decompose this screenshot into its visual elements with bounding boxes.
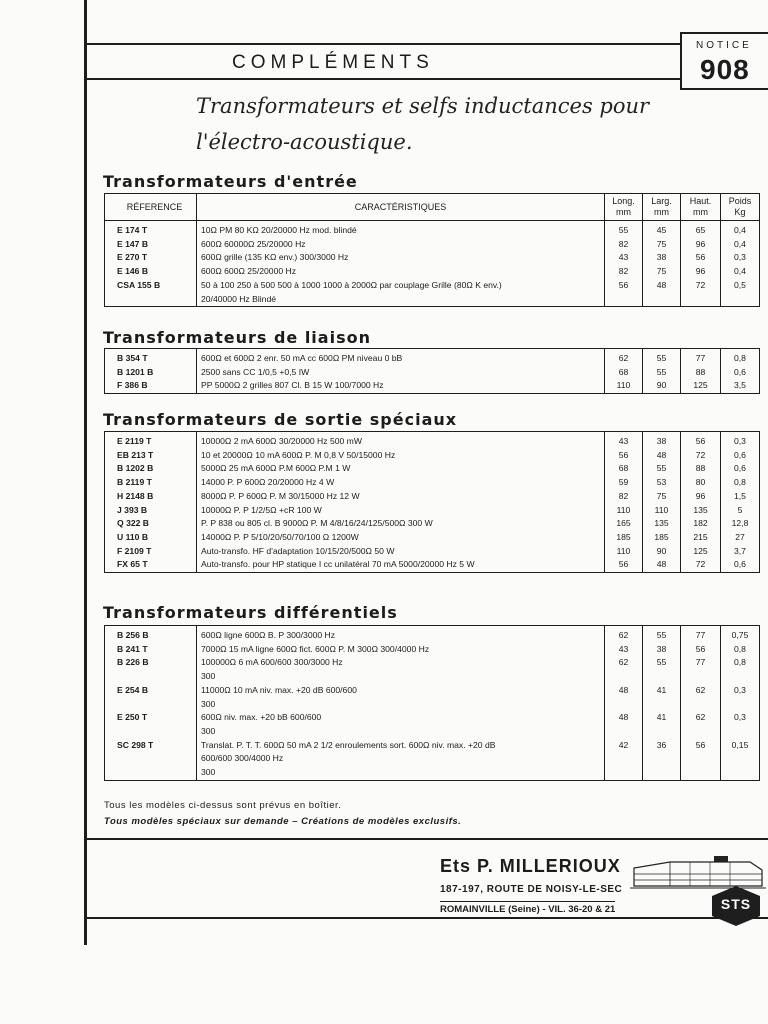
cell-caracteristiques: 5000Ω 25 mA 600Ω P.M 600Ω P.M 1 W <box>197 462 605 476</box>
cell-reference: B 1201 B <box>105 366 197 380</box>
table-entree <box>104 193 760 307</box>
cell-poids: 0,3 <box>721 251 760 265</box>
cell-long: 110 <box>605 545 643 559</box>
table-row <box>105 656 760 683</box>
table-row <box>105 238 760 252</box>
table-row <box>105 366 760 380</box>
cell-long: 68 <box>605 366 643 380</box>
page-title: COMPLÉMENTS <box>232 52 434 73</box>
cell-reference: E 146 B <box>105 265 197 279</box>
cell-larg: 38 <box>643 251 681 265</box>
table-liaison <box>104 348 760 394</box>
cell-long: 43 <box>605 643 643 657</box>
cell-haut: 56 <box>681 251 721 265</box>
table-row <box>105 476 760 490</box>
cell-poids: 0,15 <box>721 739 760 781</box>
cell-larg: 185 <box>643 531 681 545</box>
cell-long: 48 <box>605 711 643 738</box>
cell-long: 110 <box>605 504 643 518</box>
table-row <box>105 711 760 738</box>
table-row <box>105 517 760 531</box>
cell-reference: FX 65 T <box>105 558 197 572</box>
section-title-liaison: Transformateurs de liaison <box>103 328 371 347</box>
cell-long: 62 <box>605 349 643 366</box>
cell-larg: 55 <box>643 462 681 476</box>
cell-reference: J 393 B <box>105 504 197 518</box>
cell-poids: 0,3 <box>721 432 760 449</box>
cell-caracteristiques: 10000Ω P. P 1/2/5Ω +cR 100 W <box>197 504 605 518</box>
cell-larg: 110 <box>643 504 681 518</box>
cell-poids: 0,6 <box>721 462 760 476</box>
cell-larg: 55 <box>643 349 681 366</box>
table-row <box>105 379 760 393</box>
cell-reference: B 241 T <box>105 643 197 657</box>
table-row <box>105 545 760 559</box>
cell-caracteristiques: 2500 sans CC 1/0,5 +0,5 IW <box>197 366 605 380</box>
script-title-line2: l'électro-acoustique. <box>196 130 413 154</box>
cell-haut: 77 <box>681 626 721 643</box>
cell-caracteristiques: 11000Ω 10 mA niv. max. +20 dB 600/600 300 <box>197 684 605 711</box>
cell-long: 56 <box>605 558 643 572</box>
table-row <box>105 558 760 572</box>
cell-long: 48 <box>605 684 643 711</box>
table-row <box>105 490 760 504</box>
cell-poids: 0,3 <box>721 711 760 738</box>
cell-reference: B 256 B <box>105 626 197 643</box>
cell-long: 43 <box>605 432 643 449</box>
cell-reference: E 2119 T <box>105 432 197 449</box>
script-title-line1: Transformateurs et selfs inductances pour <box>196 94 650 118</box>
cell-poids: 0,4 <box>721 221 760 238</box>
cell-caracteristiques: Translat. P. T. T. 600Ω 50 mA 2 1/2 enroulements sort. 600Ω niv. max. +20 dB 600/600 300/4000 Hz 300 <box>197 739 605 781</box>
cell-haut: 135 <box>681 504 721 518</box>
cell-larg: 41 <box>643 711 681 738</box>
cell-caracteristiques: 10Ω PM 80 KΩ 20/20000 Hz mod. blindé <box>197 221 605 238</box>
cell-poids: 0,4 <box>721 265 760 279</box>
cell-larg: 55 <box>643 366 681 380</box>
cell-larg: 48 <box>643 279 681 307</box>
cell-long: 42 <box>605 739 643 781</box>
cell-haut: 80 <box>681 476 721 490</box>
table-row <box>105 462 760 476</box>
cell-poids: 27 <box>721 531 760 545</box>
cell-larg: 75 <box>643 265 681 279</box>
cell-larg: 38 <box>643 643 681 657</box>
cell-haut: 77 <box>681 349 721 366</box>
cell-poids: 0,6 <box>721 558 760 572</box>
notice-box <box>680 32 768 90</box>
cell-poids: 0,6 <box>721 449 760 463</box>
cell-caracteristiques: 14000 P. P 600Ω 20/20000 Hz 4 W <box>197 476 605 490</box>
cell-larg: 135 <box>643 517 681 531</box>
cell-larg: 75 <box>643 238 681 252</box>
cell-long: 62 <box>605 626 643 643</box>
section-title-sortie: Transformateurs de sortie spéciaux <box>103 410 458 429</box>
cell-caracteristiques: 600Ω grille (135 KΩ env.) 300/3000 Hz <box>197 251 605 265</box>
cell-reference: F 386 B <box>105 379 197 393</box>
notice-label: NOTICE <box>696 40 752 51</box>
cell-caracteristiques: P. P 838 ou 805 cl. B 9000Ω P. M 4/8/16/24/125/500Ω 300 W <box>197 517 605 531</box>
cell-haut: 72 <box>681 279 721 307</box>
cell-poids: 0,8 <box>721 349 760 366</box>
cell-poids: 3,5 <box>721 379 760 393</box>
table-row <box>105 449 760 463</box>
cell-larg: 38 <box>643 432 681 449</box>
section-title-differentiels: Transformateurs différentiels <box>103 603 398 622</box>
table-row <box>105 531 760 545</box>
table-row <box>105 251 760 265</box>
cell-caracteristiques: PP 5000Ω 2 grilles 807 Cl. B 15 W 100/7000 Hz <box>197 379 605 393</box>
header-bottom-rule <box>87 78 680 80</box>
cell-poids: 0,6 <box>721 366 760 380</box>
table-row <box>105 504 760 518</box>
left-margin-rule <box>84 0 87 945</box>
cell-caracteristiques: 600Ω ligne 600Ω B. P 300/3000 Hz <box>197 626 605 643</box>
cell-long: 55 <box>605 221 643 238</box>
cell-poids: 0,8 <box>721 643 760 657</box>
cell-reference: B 1202 B <box>105 462 197 476</box>
cell-long: 82 <box>605 265 643 279</box>
sts-logo <box>710 884 762 928</box>
cell-caracteristiques: 7000Ω 15 mA ligne 600Ω fict. 600Ω P. M 300Ω 300/4000 Hz <box>197 643 605 657</box>
col-larg: Larg. mm <box>643 194 681 221</box>
col-long: Long. mm <box>605 194 643 221</box>
cell-poids: 0,4 <box>721 238 760 252</box>
cell-reference: E 147 B <box>105 238 197 252</box>
table-differentiels <box>104 625 760 781</box>
col-haut: Haut. mm <box>681 194 721 221</box>
cell-reference: E 254 B <box>105 684 197 711</box>
cell-long: 110 <box>605 379 643 393</box>
cell-haut: 125 <box>681 379 721 393</box>
cell-reference: B 2119 T <box>105 476 197 490</box>
cell-poids: 1,5 <box>721 490 760 504</box>
cell-caracteristiques: 50 à 100 250 à 500 500 à 1000 1000 à 2000Ω par couplage Grille (80Ω K env.) 20/40000 Hz Blindé <box>197 279 605 307</box>
cell-caracteristiques: 100000Ω 6 mA 600/600 300/3000 Hz 300 <box>197 656 605 683</box>
cell-poids: 3,7 <box>721 545 760 559</box>
cell-long: 59 <box>605 476 643 490</box>
col-poids: Poids Kg <box>721 194 760 221</box>
cell-larg: 53 <box>643 476 681 490</box>
cell-reference: H 2148 B <box>105 490 197 504</box>
table-row <box>105 265 760 279</box>
cell-long: 165 <box>605 517 643 531</box>
company-address: 187-197, ROUTE DE NOISY-LE-SEC <box>440 884 623 895</box>
col-caracteristiques: CARACTÉRISTIQUES <box>197 194 605 221</box>
cell-larg: 55 <box>643 656 681 683</box>
table-row <box>105 626 760 643</box>
cell-haut: 62 <box>681 684 721 711</box>
footer-bottom-rule <box>87 917 768 919</box>
cell-haut: 96 <box>681 265 721 279</box>
cell-caracteristiques: 10 et 20000Ω 10 mA 600Ω P. M 0,8 V 50/15000 Hz <box>197 449 605 463</box>
notice-number: 908 <box>700 54 750 85</box>
cell-haut: 72 <box>681 558 721 572</box>
table-header-row <box>105 194 760 221</box>
cell-haut: 77 <box>681 656 721 683</box>
cell-larg: 45 <box>643 221 681 238</box>
col-reference: RÉFERENCE <box>105 194 197 221</box>
cell-reference: B 226 B <box>105 656 197 683</box>
cell-haut: 96 <box>681 238 721 252</box>
table-row <box>105 279 760 307</box>
cell-caracteristiques: 10000Ω 2 mA 600Ω 30/20000 Hz 500 mW <box>197 432 605 449</box>
cell-haut: 56 <box>681 432 721 449</box>
cell-reference: E 250 T <box>105 711 197 738</box>
table-row <box>105 349 760 366</box>
table-row <box>105 739 760 781</box>
cell-haut: 88 <box>681 462 721 476</box>
cell-haut: 215 <box>681 531 721 545</box>
cell-haut: 56 <box>681 739 721 781</box>
cell-reference: EB 213 T <box>105 449 197 463</box>
cell-long: 43 <box>605 251 643 265</box>
cell-reference: U 110 B <box>105 531 197 545</box>
cell-caracteristiques: Auto-transfo. pour HP statique I cc unilatéral 70 mA 5000/20000 Hz 5 W <box>197 558 605 572</box>
cell-haut: 72 <box>681 449 721 463</box>
cell-long: 62 <box>605 656 643 683</box>
cell-poids: 0,8 <box>721 476 760 490</box>
cell-caracteristiques: 600Ω et 600Ω 2 enr. 50 mA cc 600Ω PM niveau 0 bB <box>197 349 605 366</box>
cell-larg: 90 <box>643 545 681 559</box>
cell-long: 82 <box>605 490 643 504</box>
cell-poids: 0,75 <box>721 626 760 643</box>
cell-larg: 48 <box>643 558 681 572</box>
cell-poids: 5 <box>721 504 760 518</box>
company-city-phone: ROMAINVILLE (Seine) - VIL. 36-20 & 21 <box>440 904 616 915</box>
cell-haut: 125 <box>681 545 721 559</box>
cell-poids: 0,5 <box>721 279 760 307</box>
cell-haut: 62 <box>681 711 721 738</box>
cell-reference: SC 298 T <box>105 739 197 781</box>
sts-logo-text: STS <box>720 896 752 912</box>
cell-haut: 56 <box>681 643 721 657</box>
cell-larg: 41 <box>643 684 681 711</box>
company-name: Ets P. MILLERIOUX <box>440 856 621 876</box>
cell-caracteristiques: 600Ω 600Ω 25/20000 Hz <box>197 265 605 279</box>
cell-larg: 55 <box>643 626 681 643</box>
cell-haut: 96 <box>681 490 721 504</box>
cell-haut: 182 <box>681 517 721 531</box>
cell-long: 56 <box>605 279 643 307</box>
cell-larg: 75 <box>643 490 681 504</box>
cell-haut: 88 <box>681 366 721 380</box>
cell-long: 185 <box>605 531 643 545</box>
footnote-boitier: Tous les modèles ci-dessus sont prévus en boîtier. <box>104 800 342 811</box>
cell-poids: 12,8 <box>721 517 760 531</box>
cell-reference: Q 322 B <box>105 517 197 531</box>
footnote-special-models: Tous modèles spéciaux sur demande – Créations de modèles exclusifs. <box>104 816 462 827</box>
cell-long: 56 <box>605 449 643 463</box>
cell-haut: 65 <box>681 221 721 238</box>
cell-long: 68 <box>605 462 643 476</box>
cell-poids: 0,8 <box>721 656 760 683</box>
section-title-entree: Transformateurs d'entrée <box>103 172 358 191</box>
cell-larg: 90 <box>643 379 681 393</box>
cell-caracteristiques: 8000Ω P. P 600Ω P. M 30/15000 Hz 12 W <box>197 490 605 504</box>
header-top-rule <box>87 43 680 45</box>
table-sortie <box>104 431 760 573</box>
table-row <box>105 643 760 657</box>
table-row <box>105 221 760 238</box>
table-row <box>105 432 760 449</box>
cell-larg: 36 <box>643 739 681 781</box>
cell-reference: B 354 T <box>105 349 197 366</box>
cell-reference: CSA 155 B <box>105 279 197 307</box>
cell-caracteristiques: Auto-transfo. HF d'adaptation 10/15/20/500Ω 50 W <box>197 545 605 559</box>
cell-long: 82 <box>605 238 643 252</box>
cell-caracteristiques: 600Ω 60000Ω 25/20000 Hz <box>197 238 605 252</box>
cell-caracteristiques: 600Ω niv. max. +20 bB 600/600 300 <box>197 711 605 738</box>
cell-poids: 0,3 <box>721 684 760 711</box>
cell-reference: E 174 T <box>105 221 197 238</box>
footer-top-rule <box>87 838 768 840</box>
cell-caracteristiques: 14000Ω P. P 5/10/20/50/70/100 Ω 1200W <box>197 531 605 545</box>
cell-reference: E 270 T <box>105 251 197 265</box>
table-row <box>105 684 760 711</box>
cell-reference: F 2109 T <box>105 545 197 559</box>
cell-larg: 48 <box>643 449 681 463</box>
